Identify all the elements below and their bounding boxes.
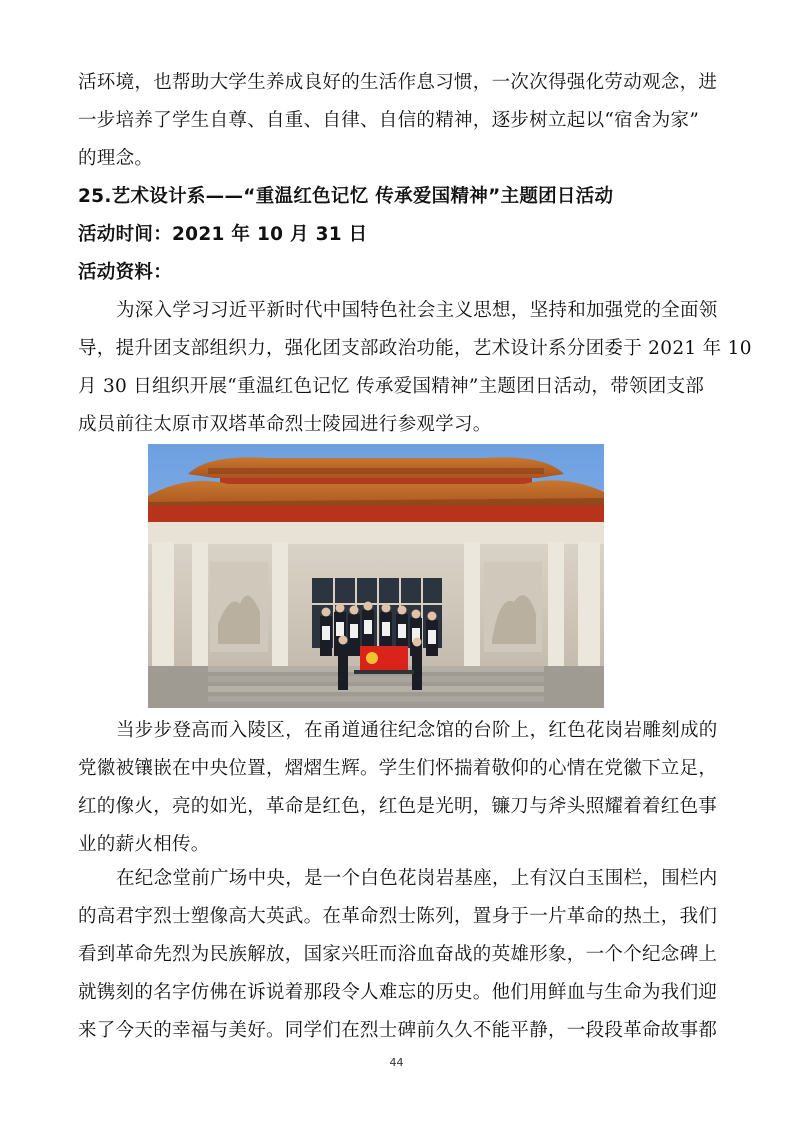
activity-material-label: 活动资料： xyxy=(78,262,173,283)
text-line: 月 30 日组织开展“重温红色记忆 传承爱国精神”主题团日活动，带领团支部 xyxy=(78,376,705,397)
text-line: 成员前往太原市双塔革命烈士陵园进行参观学习。 xyxy=(78,414,492,435)
text-line: 来了今天的幸福与美好。同学们在烈士碑前久久不能平静，一段段革命故事都 xyxy=(78,1020,718,1041)
page-number: 44 xyxy=(389,1056,404,1069)
text-line: 党徽被镶嵌在中央位置，熠熠生辉。学生们怀揣着敬仰的心情在党徽下立足， xyxy=(78,758,718,779)
text-line: 活环境，也帮助大学生养成良好的生活作息习惯，一次次得强化劳动观念，进 xyxy=(78,72,718,93)
text-line: 在纪念堂前广场中央，是一个白色花岗岩基座，上有汉白玉围栏，围栏内 xyxy=(116,868,718,889)
text-line: 为深入学习习近平新时代中国特色社会主义思想，坚持和加强党的全面领 xyxy=(116,300,718,321)
group-photo xyxy=(148,444,604,708)
text-line: 导，提升团支部组织力，强化团支部政治功能，艺术设计系分团委于 2021 年 10 xyxy=(78,338,752,359)
text-line: 的高君宇烈士塑像高大英武。在革命烈士陈列，置身于一片革命的热土，我们 xyxy=(78,906,718,927)
text-line: 业的薪火相传。 xyxy=(78,834,210,855)
text-line: 看到革命先烈为民族解放，国家兴旺而浴血奋战的英雄形象，一个个纪念碑上 xyxy=(78,944,718,965)
text-line: 的理念。 xyxy=(78,148,154,169)
text-line: 当步步登高而入陵区，在甬道通往纪念馆的台阶上，红色花岗岩雕刻成的 xyxy=(116,720,718,741)
text-line: 一步培养了学生自尊、自重、自律、自信的精神，逐步树立起以“宿舍为家” xyxy=(78,110,700,131)
text-line: 就镌刻的名字仿佛在诉说着那段令人难忘的历史。他们用鲜血与生命为我们迎 xyxy=(78,982,718,1003)
text-line: 红的像火，亮的如光，革命是红色，红色是光明，镰刀与斧头照耀着着红色事 xyxy=(78,796,718,817)
section-title: 25.艺术设计系——“重温红色记忆 传承爱国精神”主题团日活动 xyxy=(78,186,614,207)
activity-time: 活动时间：2021 年 10 月 31 日 xyxy=(78,224,368,245)
